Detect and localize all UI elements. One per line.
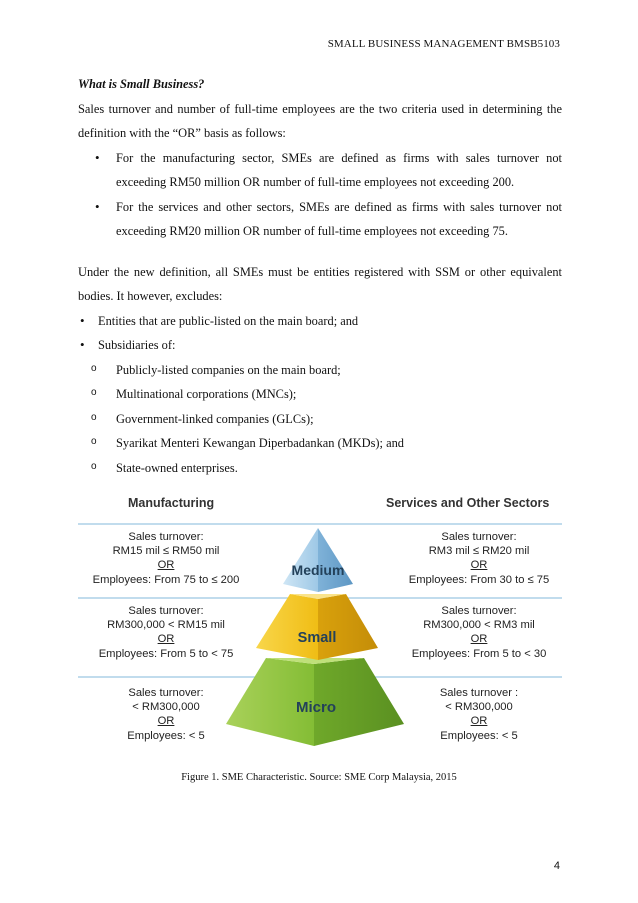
list-item: o Multinational corporations (MNCs); bbox=[78, 382, 562, 407]
list-item: • Subsidiaries of: bbox=[78, 333, 562, 358]
running-header: SMALL BUSINESS MANAGEMENT BMSB5103 bbox=[327, 38, 560, 50]
services-micro-criteria: Sales turnover : < RM300,000 OR Employees: < 5 bbox=[439, 687, 519, 742]
list-item: o Syarikat Menteri Kewangan Diperbadankan (MKDs); and bbox=[78, 431, 562, 456]
page-number: 4 bbox=[553, 860, 560, 872]
excludes-list bbox=[78, 309, 562, 358]
manufacturing-medium-criteria: Sales turnover: RM15 mil ≤ RM50 mil OR Employees: From 75 to ≤ 200 bbox=[92, 531, 240, 586]
manufacturing-micro-criteria: Sales turnover: < RM300,000 OR Employees: < 5 bbox=[127, 687, 205, 742]
services-small-criteria: Sales turnover: RM300,000 < RM3 mil OR Employees: From 5 to < 30 bbox=[411, 605, 547, 660]
small-tier bbox=[256, 594, 378, 660]
section-heading: What is Small Business? bbox=[78, 77, 205, 91]
manufacturing-small-criteria: Sales turnover: RM300,000 < RM15 mil OR Employees: From 5 to < 75 bbox=[98, 605, 234, 660]
tier-label-medium: Medium bbox=[291, 562, 345, 578]
intro-paragraph: Sales turnover and number of full-time employees are the two criteria used in determining the definition with the “OR” basis as follows: bbox=[78, 101, 562, 140]
list-item: • For the services and other sectors, SMEs are defined as firms with sales turnover not exceeding RM20 million OR number of full-time employees not exceeding 75. bbox=[78, 195, 562, 244]
subsidiaries-list bbox=[78, 358, 562, 481]
tier-label-micro: Micro bbox=[295, 699, 337, 716]
figure-caption: Figure 1. SME Characteristic. Source: SME Corp Malaysia, 2015 bbox=[181, 772, 457, 783]
list-item: • For the manufacturing sector, SMEs are defined as firms with sales turnover not exceeding RM50 million OR number of full-time employees not exceeding 200. bbox=[78, 146, 562, 195]
definition-paragraph: Under the new definition, all SMEs must be entities registered with SSM or other equivalent bodies. It however, excludes: bbox=[78, 264, 562, 303]
body-text bbox=[78, 72, 562, 480]
manufacturing-title: Manufacturing bbox=[128, 496, 215, 510]
medium-tier bbox=[283, 528, 353, 592]
list-item: o Government-linked companies (GLCs); bbox=[78, 407, 562, 432]
list-item: o Publicly-listed companies on the main board; bbox=[78, 358, 562, 383]
sme-pyramid-figure bbox=[78, 484, 562, 754]
criteria-list bbox=[78, 146, 562, 244]
tier-label-small: Small bbox=[297, 630, 337, 646]
list-item: • Entities that are public-listed on the main board; and bbox=[78, 309, 562, 334]
services-medium-criteria: Sales turnover: RM3 mil ≤ RM20 mil OR Employees: From 30 to ≤ 75 bbox=[408, 531, 550, 586]
list-item: o State-owned enterprises. bbox=[78, 456, 562, 481]
services-title: Services and Other Sectors bbox=[386, 496, 550, 510]
